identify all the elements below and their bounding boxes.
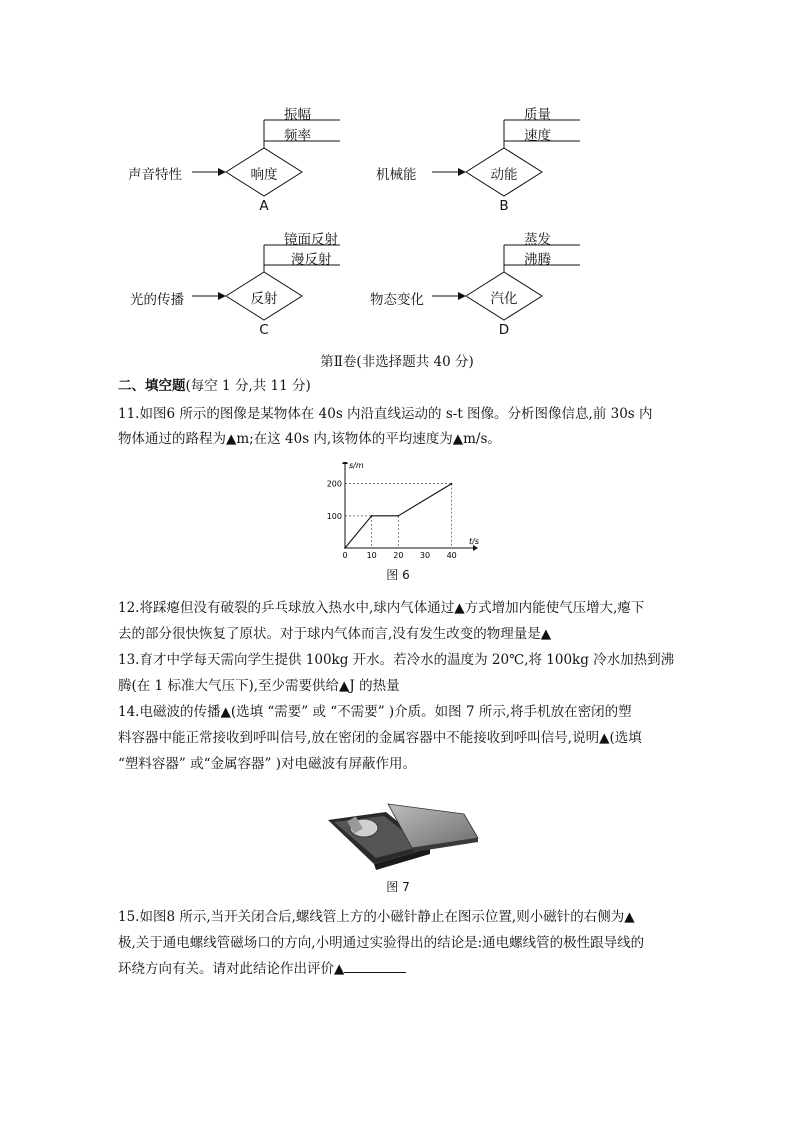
data-point [451, 483, 453, 485]
y-axis-arrow [342, 462, 348, 464]
data-point [398, 515, 400, 517]
q15-line2: 极,关于通电螺线管磁场口的方向,小明通过实验得出的结论是:通电螺线管的极性跟导线的 [118, 935, 645, 951]
diagram-c-center: 反射 [250, 291, 278, 307]
diagram-d [432, 245, 580, 320]
diagram-b-top: 质量 [524, 107, 551, 123]
data-point [371, 515, 373, 517]
section-note-text: (每空 1 分,共 11 分) [185, 378, 311, 394]
data-point [344, 547, 346, 549]
diagram-a-center: 响度 [250, 167, 278, 183]
diagram-b-bottom: 速度 [524, 128, 551, 144]
diagram-a [192, 120, 340, 196]
q13-line1: 13.育才中学每天需向学生提供 100kg 开水。若冷水的温度为 20℃,将 100kg 冷水加热到沸 [118, 652, 675, 668]
y-axis-label: s/m [349, 462, 364, 470]
diagram-b-source: 机械能 [376, 167, 417, 183]
diagram-d-label: D [498, 322, 510, 338]
diagram-c-bottom: 漫反射 [291, 252, 332, 268]
diagram-d-top: 蒸发 [524, 232, 551, 248]
diagram-d-center: 汽化 [490, 291, 518, 307]
diagram-c-label: C [259, 322, 269, 338]
x-tick-label: 10 [366, 551, 377, 560]
q13-line2: 腾(在 1 标准大气压下),至少需要供给▲J 的热量 [118, 678, 400, 694]
q11-line2: 物体通过的路程为▲m;在这 40s 内,该物体的平均速度为▲m/s。 [118, 431, 501, 447]
x-tick-label: 0 [342, 551, 348, 560]
x-tick-label: 30 [419, 551, 431, 560]
diagram-c-source: 光的传播 [130, 292, 184, 308]
x-axis-label: t/s [469, 537, 479, 546]
q11-line1: 11.如图6 所示的图像是某物体在 40s 内沿直线运动的 s-t 图像。分析图像信息,前 30s 内 [118, 406, 653, 422]
fig7-container-photo [322, 792, 482, 872]
q12-line1: 12.将踩瘪但没有破裂的乒乓球放入热水中,球内气体通过▲方式增加内能使气压增大,瘪下 [118, 600, 645, 616]
q15-line1: 15.如图8 所示,当开关闭合后,螺线管上方的小磁针静止在图示位置,则小磁针的右侧为▲ [118, 909, 635, 925]
section-head-text: 二、填空题 [118, 378, 186, 394]
part2-title: 第Ⅱ卷(非选择题共 40 分) [320, 354, 474, 370]
x-tick-label: 40 [446, 551, 457, 560]
q15-line3-text: 环绕方向有关。请对此结论作出评价▲ [118, 961, 345, 977]
diagram-a-source: 声音特性 [128, 167, 182, 183]
y-tick-label: 100 [326, 511, 342, 521]
diagram-d-source: 物态变化 [370, 292, 424, 308]
diagram-a-top: 振幅 [284, 107, 311, 123]
diagram-a-label: A [259, 198, 269, 214]
q14-line3: “塑料容器” 或“金属容器” )对电磁波有屏蔽作用。 [118, 756, 416, 772]
fig6-st-chart [320, 462, 480, 562]
diagram-a-bottom: 频率 [284, 128, 311, 144]
section-heading [118, 374, 678, 399]
diagram-b-center: 动能 [490, 167, 518, 183]
x-tick-label: 20 [393, 551, 404, 560]
q12-line2: 去的部分很快恢复了原状。对于球内气体而言,没有发生改变的物理量是▲ [118, 626, 552, 642]
diagram-b-label: B [499, 198, 509, 214]
y-tick-label: 200 [326, 479, 342, 489]
answer-blank[interactable] [344, 958, 406, 973]
diagram-d-bottom: 沸腾 [524, 252, 551, 268]
diagram-c-top: 镜面反射 [284, 232, 338, 248]
q14-line2: 料容器中能正常接收到呼叫信号,放在密闭的金属容器中不能接收到呼叫信号,说明▲(选填 [118, 730, 642, 746]
fig7-caption: 图 7 [386, 880, 410, 894]
q15-line3 [118, 957, 678, 982]
diagram-b [432, 120, 580, 196]
fig6-caption: 图 6 [386, 568, 410, 582]
q14-line1: 14.电磁波的传播▲(选填 “需要” 或 “不需要” )介质。如图 7 所示,将手机放在密闭的塑 [118, 704, 632, 720]
